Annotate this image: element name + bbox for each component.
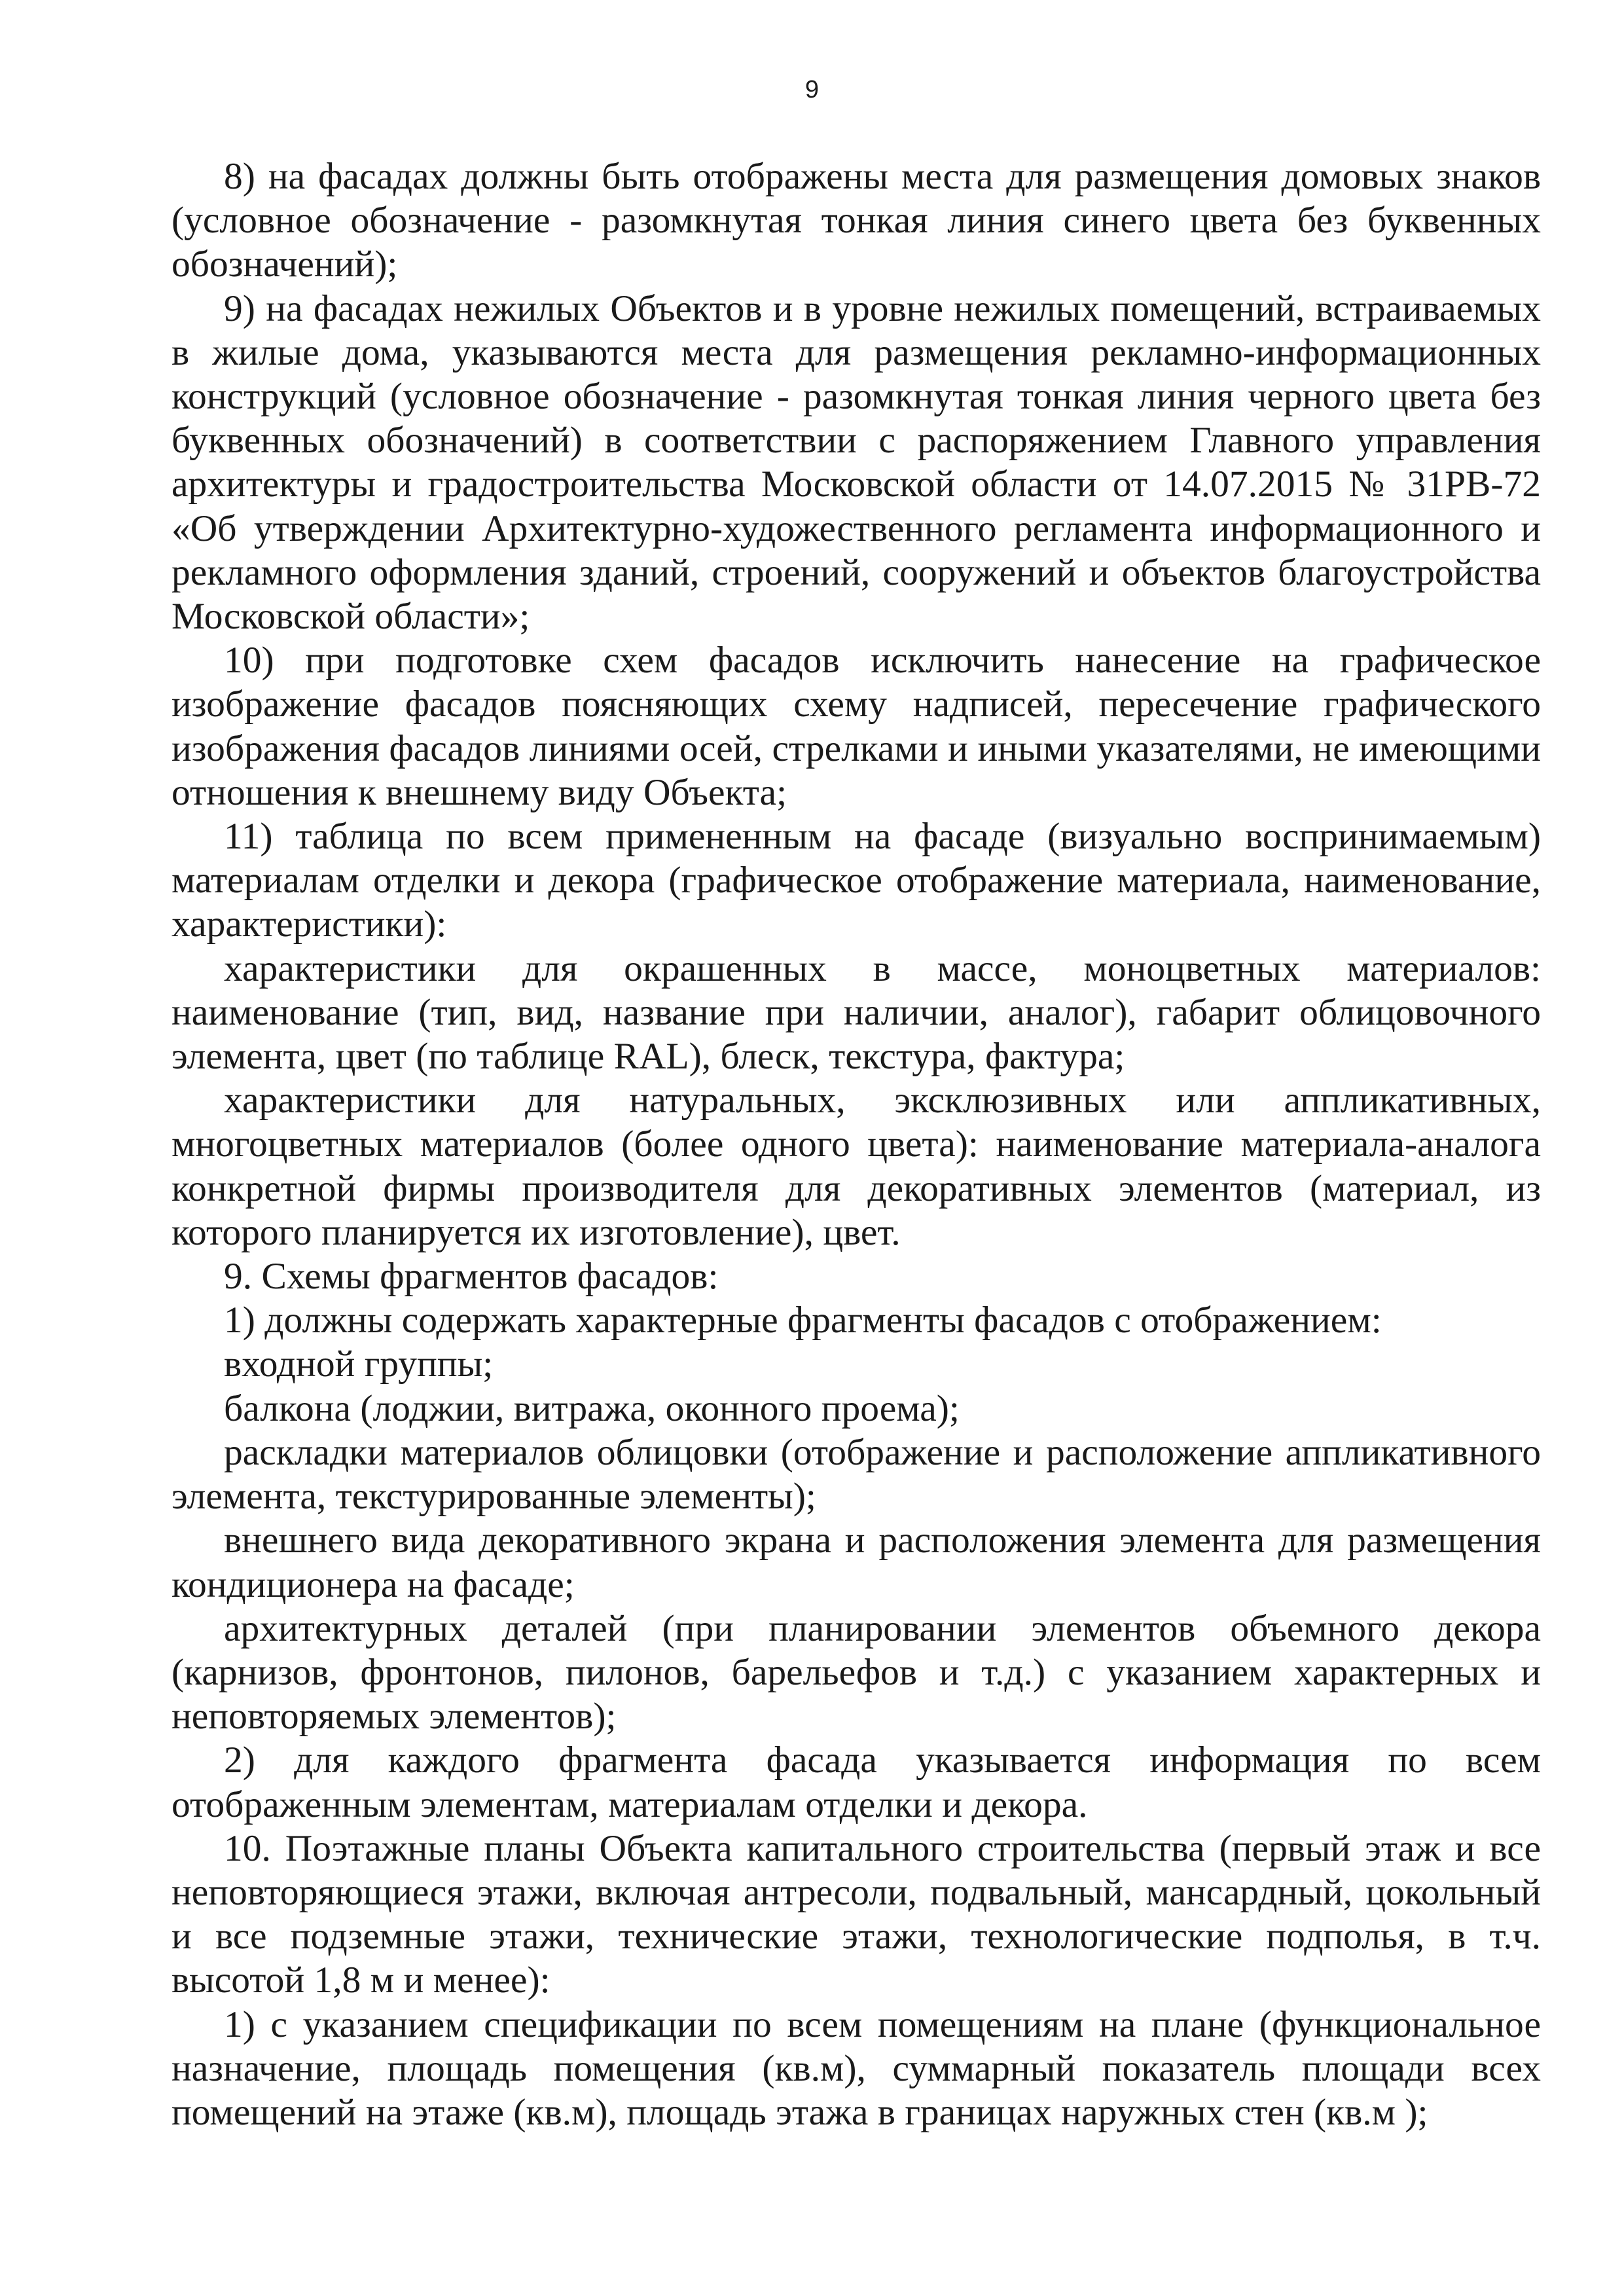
paragraph-item-9: 9) на фасадах нежилых Объектов и в уровне нежилых помещений, встраиваемых в жилые дома, указываются места для размещения рекламно-информационных конструкций (условное обозначение - разомкнутая тонкая линия черного цвета без буквенных обозначений) в соответствии с распоряжением Главного управления архитектуры и градостроительства Московской области от 14.07.2015 № 31РВ-72 «Об утверждении Архитектурно-художественного регламента информационного и рекламного оформления зданий, строений, сооружений и объектов благоустройства Московской области»; [171, 287, 1541, 638]
paragraph-item-10: 10) при подготовке схем фасадов исключить нанесение на графическое изображение фасадов поясняющих схему надписей, пересечение графического изображения фасадов линиями осей, стрелками и иными указателями, не имеющими отношения к внешнему виду Объекта; [171, 640, 1541, 813]
document-body [171, 155, 1541, 2134]
section-heading-10: 10. Поэтажные планы Объекта капитального строительства (первый этаж и все неповторяющиеся этажи, включая антресоли, подвальный, мансардный, цокольный и все подземные этажи, технические этажи, технологические подполья, в т.ч. высотой 1,8 м и менее): [171, 1827, 1541, 2001]
page-number: 9 [804, 76, 820, 103]
list-item-balcony: балкона (лоджии, витража, оконного проема); [224, 1387, 960, 1429]
paragraph-fragments-1: 1) должны содержать характерные фрагменты фасадов с отображением: [224, 1300, 1382, 1341]
list-item-entrance: входной группы; [224, 1343, 494, 1385]
paragraph-multicolor-materials: характеристики для натуральных, эксклюзивных или аппликативных, многоцветных материалов (более одного цвета): наименование материала-аналога конкретной фирмы производителя для декоративных элементов (материал, из которого планируется их изготовление), цвет. [171, 1080, 1541, 1253]
list-item-screen: внешнего вида декоративного экрана и расположения элемента для размещения кондиционера на фасаде; [171, 1520, 1541, 1605]
paragraph-item-8: 8) на фасадах должны быть отображены места для размещения домовых знаков (условное обозначение - разомкнутая тонкая линия синего цвета без буквенных обозначений); [171, 156, 1541, 285]
paragraph-plans-1: 1) с указанием спецификации по всем помещениям на плане (функциональное назначение, площадь помещения (кв.м), суммарный показатель площади всех помещений на этаже (кв.м), площадь этажа в границах наружных стен (кв.м ); [171, 2003, 1541, 2133]
list-item-cladding: раскладки материалов облицовки (отображение и расположение аппликативного элемента, текстурированные элементы); [171, 1431, 1541, 1518]
paragraph-item-11: 11) таблица по всем примененным на фасаде (визуально воспринимаемым) материалам отделки и декора (графическое отображение материала, наименование, характеристики): [171, 816, 1541, 945]
paragraph-fragments-2: 2) для каждого фрагмента фасада указывается информация по всем отображенным элементам, материалам отделки и декора. [171, 1740, 1541, 1825]
paragraph-monochrome-materials: характеристики для окрашенных в массе, моноцветных материалов: наименование (тип, вид, название при наличии, аналог), габарит облицовочного элемента, цвет (по таблице RAL), блеск, текстура, фактура; [171, 947, 1541, 1078]
section-heading-9: 9. Схемы фрагментов фасадов: [224, 1256, 719, 1298]
list-item-details: архитектурных деталей (при планировании элементов объемного декора (карнизов, фронтонов, пилонов, барельефов и т.д.) с указанием характерных и неповторяемых элементов); [171, 1607, 1541, 1738]
